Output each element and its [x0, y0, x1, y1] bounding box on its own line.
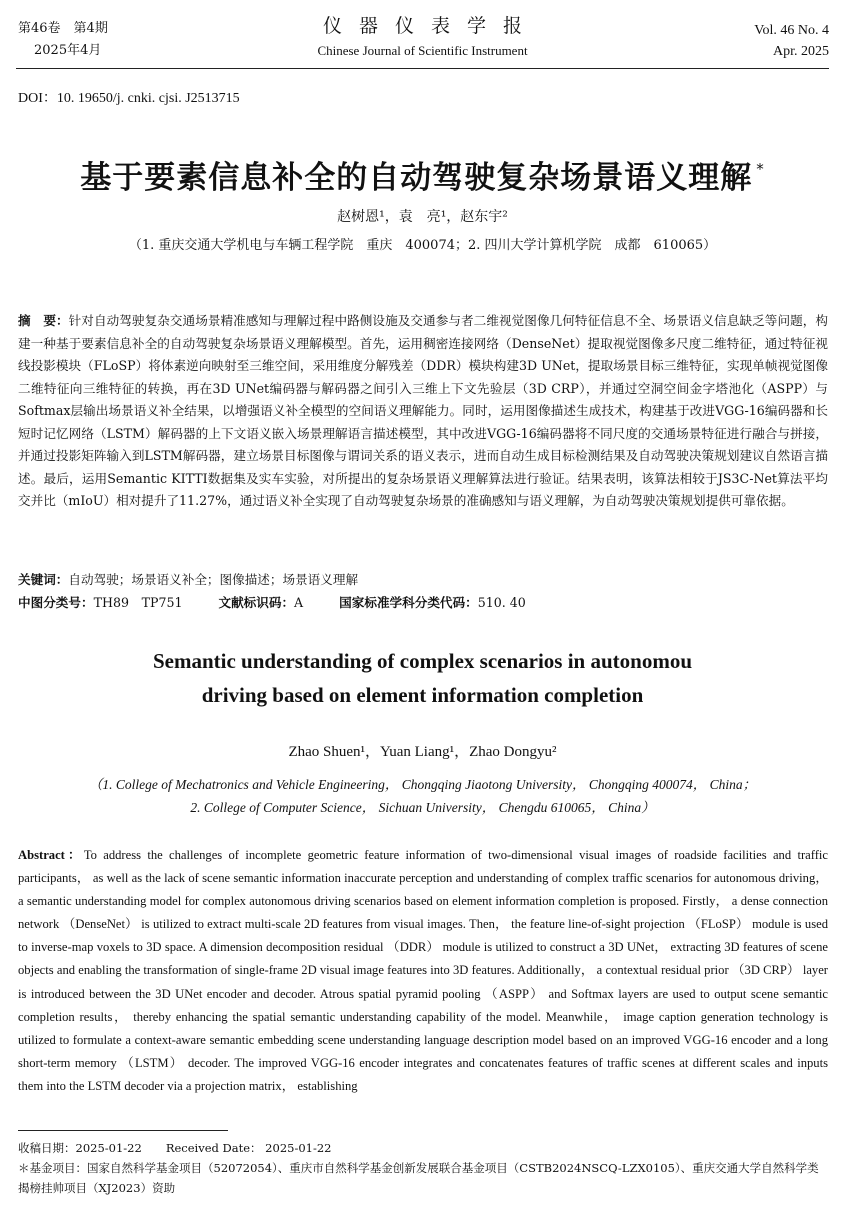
affiliations-en-line1: （1. College of Mechatronics and Vehicle Engineering， Chongqing Jiaotong University， Chongqing 400074， China； — [88, 777, 757, 792]
header-center — [0, 12, 845, 60]
doi: DOI：10. 19650/j. cnki. cjsi. J2513715 — [18, 91, 240, 106]
keywords-cn-label: 关键词： — [18, 572, 69, 587]
keywords-cn — [18, 569, 828, 592]
abstract-en-label: Abstract： — [18, 848, 84, 862]
volume-en: Vol. 46 No. 4 — [754, 23, 829, 38]
title-en — [0, 644, 845, 712]
std-code-label: 国家标准学科分类代码： — [339, 595, 478, 610]
keywords-cn-text: 自动驾驶；场景语义补全；图像描述；场景语义理解 — [68, 572, 359, 587]
footnote — [18, 1138, 828, 1198]
doc-code-value: A — [294, 595, 304, 610]
header-right — [754, 20, 829, 62]
header-divider — [16, 68, 829, 69]
authors-en: Zhao Shuen¹，Yuan Liang¹，Zhao Dongyu² — [288, 744, 557, 760]
classification-line — [18, 592, 828, 615]
affiliations-cn: （1. 重庆交通大学机电与车辆工程学院 重庆 400074；2. 四川大学计算机学院 成都 610065） — [128, 238, 717, 253]
clc-label: 中图分类号： — [18, 595, 94, 610]
volume-cn: 第46卷 第4期 — [18, 21, 108, 36]
journal-name-cn: 仪器仪表学报 — [322, 15, 539, 37]
title-en-line1: Semantic understanding of complex scenarios in autonomou — [152, 649, 693, 673]
date-en: Apr. 2025 — [773, 44, 829, 59]
affiliations-en-line2: 2. College of Computer Science， Sichuan University， Chengdu 610065， China） — [190, 800, 655, 815]
title-cn-text: 基于要素信息补全的自动驾驶复杂场景语义理解 — [80, 160, 753, 196]
abstract-cn — [18, 310, 828, 513]
title-cn-footnote-mark: * — [756, 160, 765, 178]
fund-note: ＊基金项目：国家自然科学基金项目（52072054）、重庆市自然科学基金创新发展联合基金项目（CSTB2024NSCQ-LZX0105）、重庆交通大学自然科学类揭榜挂帅项目（XJ2023）资助 — [18, 1161, 819, 1195]
abstract-cn-label: 摘 要： — [18, 313, 69, 328]
date-cn: 2025年4月 — [34, 43, 102, 58]
doc-code-label: 文献标识码： — [218, 595, 295, 610]
received-date-line — [18, 1138, 828, 1158]
title-cn — [0, 152, 845, 197]
clc-value: TH89 TP751 — [93, 595, 183, 610]
authors-cn: 赵树恩¹，袁 亮¹，赵东宇² — [337, 209, 508, 225]
abstract-en — [18, 844, 828, 1098]
received-date-en: Received Date： 2025-01-22 — [165, 1141, 332, 1155]
abstract-cn-text: 针对自动驾驶复杂交通场景精准感知与理解过程中路侧设施及交通参与者二维视觉图像几何特征信息不全、场景语义信息缺乏等问题，构建一种基于要素信息补全的自动驾驶复杂场景语义理解模型。首先，运用稠密连接网络（DenseNet）提取视觉图像多尺度二维特征，通过特征视线投影模块（FLoSP）将体素逆向映射至三维空间，采用维度分解残差（DDR）模块构建3D UNet，提取场景目标三维特征，实现单帧视觉图像二维特征向三维特征的转换，再在3D UNet编码器与解码器之间引入三维上下文先验层（3D CRP），并通过空洞空间金字塔池化（ASPP）与Softmax层输出场景语义补全结果，以增强语义补全模型的空间语义理解能力。同时，运用图像描述生成技术，构建基于改进VGG-16编码器和长短时记忆网络（LSTM）解码器的上下文语义嵌入场景理解语言描述模型，其中改进VGG-16编码器将不同尺度的交通场景特征进行融合与拼接，并通过投影矩阵输入到LSTM解码器，建立场景目标图像与谓词关系的语义表示，进而自动生成目标检测结果及自动驾驶决策规划建议自然语言描述。最后，运用Semantic KITTI数据集及实车实验，对所提出的复杂场景语义理解算法进行验证。结果表明，该算法相较于JS3C-Net算法平均交并比（mIoU）相对提升了11.27%，通过语义补全实现了自动驾驶复杂场景的准确感知与语义理解，为自动驾驶决策规划提供可靠依据。 — [18, 313, 829, 508]
title-en-line2: driving based on element information completion — [201, 683, 644, 707]
affiliations-en — [0, 773, 845, 819]
journal-name-en: Chinese Journal of Scientific Instrument — [317, 43, 528, 58]
received-date-cn: 收稿日期：2025-01-22 — [18, 1141, 142, 1155]
std-code-value: 510. 40 — [477, 595, 526, 610]
abstract-en-text: To address the challenges of incomplete geometric feature information of two-dimensional visual images of roadside facilities and traffic participants， as well as the lack of scene semantic information inaccurate perception and understanding of complex traffic scenarios for autonomous driving， a semantic understanding model for complex autonomous driving scenarios based on element information completion is proposed. Firstly， a dense connection network （DenseNet） is utilized to extract multi-scale 2D features from visual images. Then， the feature line-of-sight projection （FLoSP） module is used to inverse-map voxels to 3D space. A dimension decomposition residual （DDR） module is utilized to construct a 3D UNet， extracting 3D features of scene objects and enabling the transformation of single-frame 2D visual image features into 3D features. Additionally， a contextual residual prior （3D CRP） layer is introduced between the 3D UNet encoder and decoder. Atrous spatial pyramid pooling （ASPP） and Softmax layers are used to output scene semantic completion results， thereby enhancing the spatial semantic understanding capability of the model. Meanwhile， image caption generation technology is utilized to formulate a context-aware semantic embedding scene understanding language description model based on an improved VGG-16 encoder and a long short-term memory （LSTM） decoder. The improved VGG-16 encoder integrates and concatenates features of traffic scenes at different scales and inputs them into the LSTM decoder via a projection matrix， establishing — [18, 848, 828, 1093]
footnote-divider — [18, 1130, 228, 1131]
